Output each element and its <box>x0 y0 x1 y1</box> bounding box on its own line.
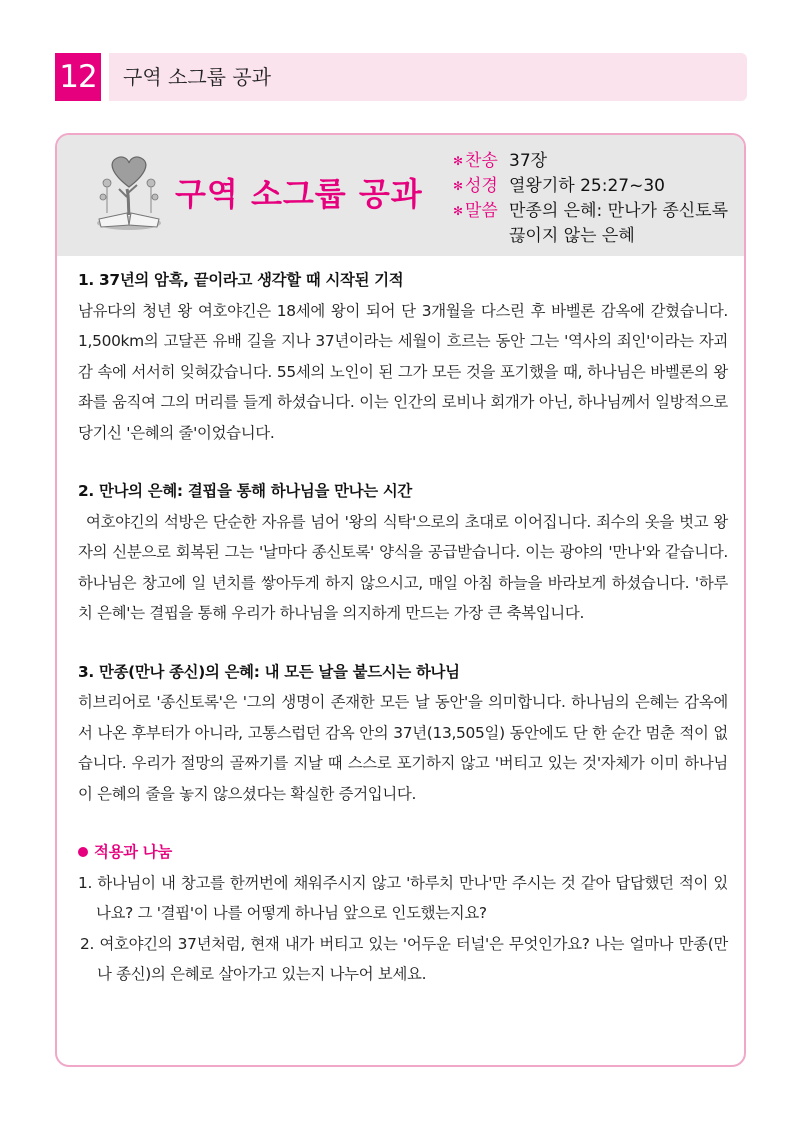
asterisk-icon: ✻ <box>453 179 464 193</box>
meta-value: 37장 <box>509 151 548 171</box>
page-header <box>55 53 747 101</box>
lesson-header <box>57 135 744 256</box>
lesson-content <box>78 265 728 990</box>
meta-key: 찬송 <box>465 151 498 171</box>
application-question: 2. 여호야긴의 37년처럼, 현재 내가 버티고 있는 '어두운 터널'은 무엇인가요? 나는 얼마나 만종(만나 종신)의 은혜로 살아가고 있는지 나누어 보세요. <box>80 934 728 983</box>
asterisk-icon: ✻ <box>453 154 464 168</box>
meta-hymn <box>453 149 743 174</box>
bullet-dot-icon <box>78 847 88 857</box>
lesson-meta <box>453 149 743 249</box>
application-title: 적용과 나눔 <box>94 843 172 861</box>
section-title: 1. 37년의 암흑, 끝이라고 생각할 때 시작된 기적 <box>78 271 404 289</box>
meta-scripture <box>453 174 743 199</box>
section-title: 2. 만나의 은혜: 결핍을 통해 하나님을 만나는 시간 <box>78 482 412 500</box>
page-number: 12 <box>55 53 101 101</box>
asterisk-icon: ✻ <box>453 204 464 218</box>
meta-key: 성경 <box>465 176 498 196</box>
section-title: 3. 만종(만나 종신)의 은혜: 내 모든 날을 붙드시는 하나님 <box>78 662 460 681</box>
meta-value: 만종의 은혜: 만나가 종신토록 끊이지 않는 은혜 <box>509 201 729 246</box>
section-body: 여호야긴의 석방은 단순한 자유를 넘어 '왕의 식탁'으로의 초대로 이어집니다. 죄수의 옷을 벗고 왕자의 신분으로 회복된 그는 '날마다 종신토록' 양식을 공급받습니다. 이는 광야의 '만나'와 같습니다. 하나님은 창고에 일 년치를 쌓아두게 하지 않으시고, 매일 아침 하늘을 바라보게 하셨습니다. '하루치 은혜'는 결핍을 통해 우리가 하나님을 의지하게 만드는 가장 큰 축복입니다. <box>78 512 728 622</box>
application-heading <box>78 837 728 868</box>
meta-value: 열왕기하 25:27~30 <box>509 176 665 196</box>
lesson-box <box>55 133 746 1067</box>
meta-key: 말씀 <box>465 201 498 221</box>
page-header-title: 구역 소그룹 공과 <box>109 53 747 101</box>
lesson-title: 구역 소그룹 공과 <box>175 175 423 213</box>
meta-message <box>453 199 743 249</box>
section-body: 남유다의 청년 왕 여호야긴은 18세에 왕이 되어 단 3개월을 다스린 후 바벨론 감옥에 갇혔습니다. 1,500km의 고달픈 유배 길을 지나 37년이라는 세월이 흐르는 동안 그는 '역사의 죄인'이라는 자괴감 속에 서서히 잊혀갔습니다. 55세의 노인이 된 그가 모든 것을 포기했을 때, 하나님은 바벨론의 왕좌를 움직여 그의 머리를 들게 하셨습니다. 이는 인간의 로비나 회개가 아닌, 하나님께서 일방적으로 당기신 '은혜의 줄'이었습니다. <box>78 301 728 442</box>
section-body: 히브리어로 '종신토록'은 '그의 생명이 존재한 모든 날 동안'을 의미합니다. 하나님의 은혜는 감옥에서 나온 후부터가 아니라, 고통스럽던 감옥 안의 37년(13,505일) 동안에도 단 한 순간 멈춘 적이 없습니다. 우리가 절망의 골짜기를 지날 때 스스로 포기하지 않고 '버티고 있는 것'자체가 이미 하나님이 은혜의 줄을 놓지 않으셨다는 확실한 증거입니다. <box>78 693 728 803</box>
application-question: 1. 하나님이 내 창고를 한꺼번에 채워주시지 않고 '하루치 만나'만 주시는 것 같아 답답했던 적이 있나요? 그 '결핍'이 나를 어떻게 하나님 앞으로 인도했는지요? <box>78 873 728 922</box>
heart-tree-book-icon <box>93 153 165 233</box>
